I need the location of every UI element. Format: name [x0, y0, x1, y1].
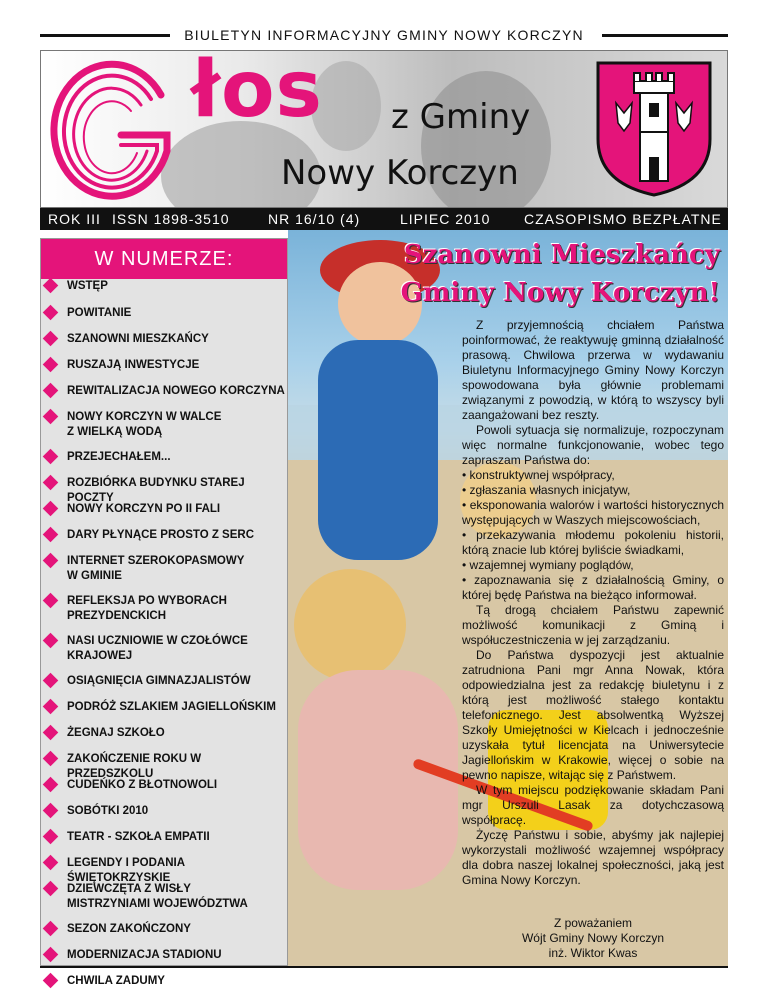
issue-date: LIPIEC 2010	[400, 211, 491, 227]
toc-item-label: TEATR - SZKOŁA EMPATII	[67, 831, 210, 843]
toc-item-label: RUSZAJĄ INWESTYCJE	[67, 359, 200, 371]
diamond-bullet-icon	[43, 593, 59, 609]
toc-item-label: ZAKOŃCZENIE ROKU W PRZEDSZKOLU	[67, 753, 202, 780]
article-bullet: • zgłaszania własnych inicjatyw,	[462, 483, 631, 497]
toc-item[interactable]	[41, 450, 287, 465]
article-bullet: • zapoznawania się z działalnością Gminy, o której będę Państwa na bieżąco informował.	[462, 573, 724, 602]
diamond-bullet-icon	[43, 278, 59, 294]
toc-item[interactable]	[41, 974, 287, 989]
table-of-contents	[40, 238, 288, 987]
coat-of-arms-icon	[594, 59, 714, 199]
signature	[462, 916, 724, 961]
toc-item-label: PODRÓŻ SZLAKIEM JAGIELLOŃSKIM	[67, 701, 276, 713]
toc-item[interactable]	[41, 279, 287, 294]
diamond-bullet-icon	[43, 751, 59, 767]
article-paragraph: Powoli sytuacja się normalizuje, rozpoczynam więc normalne funkcjonowanie, wobec tego zapraszam Państwa do:	[462, 423, 724, 467]
toc-item-label: DZIEWCZĘTA Z WISŁY MISTRZYNIAMI WOJEWÓDZTWA	[67, 883, 248, 910]
toc-item[interactable]	[41, 528, 287, 543]
diamond-bullet-icon	[43, 449, 59, 465]
issue-number: NR 16/10 (4)	[268, 211, 361, 227]
diamond-bullet-icon	[43, 527, 59, 543]
toc-item[interactable]	[41, 384, 287, 399]
diamond-bullet-icon	[43, 881, 59, 897]
toc-item-label: ROZBIÓRKA BUDYNKU STAREJ POCZTY	[67, 477, 245, 504]
toc-item-label: NASI UCZNIOWIE W CZOŁÓWCE KRAJOWEJ	[67, 635, 248, 662]
toc-item[interactable]	[41, 882, 287, 912]
toc-item-label: WSTĘP	[67, 280, 108, 292]
article-paragraph: Z przyjemnością chciałem Państwa poinformować, że reaktywuję gminną działalność prasową. Chwilowa przerwa w wydawaniu Biuletynu Informacyjnego Gminy Nowy Korczyn spowodowana była głównie problemami związanymi z powodzią, w którą to wszyscy byli zaangażowani bez reszty.	[462, 318, 724, 422]
toc-item[interactable]	[41, 726, 287, 741]
toc-item-label: LEGENDY I PODANIA ŚWIĘTOKRZYSKIE	[67, 857, 185, 884]
toc-item-label: SZANOWNI MIESZKAŃCY	[67, 333, 209, 345]
diamond-bullet-icon	[43, 699, 59, 715]
diamond-bullet-icon	[43, 725, 59, 741]
diamond-bullet-icon	[43, 777, 59, 793]
logo-z-gminy: z Gminy	[391, 97, 531, 137]
bulletin-top-line: BIULETYN INFORMACYJNY GMINY NOWY KORCZYN	[184, 27, 584, 43]
issue-info-bar	[40, 208, 728, 230]
bottom-rule	[40, 966, 728, 968]
issue-year: ROK III	[48, 211, 101, 227]
toc-item[interactable]	[41, 634, 287, 664]
toc-item[interactable]	[41, 804, 287, 819]
toc-item-label: REFLEKSJA PO WYBORACH PREZYDENCKICH	[67, 595, 227, 622]
article-bullet-list	[462, 468, 724, 603]
article-title: Szanowni Mieszkańcy Gminy Nowy Korczyn!	[400, 240, 720, 308]
diamond-bullet-icon	[43, 475, 59, 491]
signature-position: Wójt Gminy Nowy Korczyn	[521, 931, 665, 945]
toc-item[interactable]	[41, 554, 287, 584]
toc-item-label: PRZEJECHAŁEM...	[67, 451, 171, 463]
toc-heading: W NUMERZE:	[41, 239, 287, 279]
toc-item-label: OSIĄGNIĘCIA GIMNAZJALISTÓW	[67, 675, 251, 687]
toc-item-label: CHWILA ZADUMY	[67, 975, 165, 987]
toc-item-label: SOBÓTKI 2010	[67, 805, 149, 817]
diamond-bullet-icon	[43, 553, 59, 569]
diamond-bullet-icon	[43, 947, 59, 963]
diamond-bullet-icon	[43, 331, 59, 347]
article-paragraph: Tą drogą chciałem Państwu zapewnić możliwość komunikacji z Gminą i współuczestniczenia w jej zarządzaniu.	[462, 603, 724, 647]
diamond-bullet-icon	[43, 409, 59, 425]
diamond-bullet-icon	[43, 673, 59, 689]
toc-item[interactable]	[41, 332, 287, 347]
toc-item[interactable]	[41, 358, 287, 373]
toc-item-label: NOWY KORCZYN PO II FALI	[67, 503, 221, 515]
toc-item[interactable]	[41, 594, 287, 624]
toc-item-label: REWITALIZACJA NOWEGO KORCZYNA	[67, 385, 285, 397]
diamond-bullet-icon	[43, 501, 59, 517]
issue-price-note: CZASOPISMO BEZPŁATNE	[524, 211, 722, 227]
article-bullet: • konstruktywnej współpracy,	[462, 468, 615, 482]
article-body	[462, 318, 724, 888]
signature-greeting: Z poważaniem	[553, 916, 633, 930]
toc-item-label: DARY PŁYNĄCE PROSTO Z SERC	[67, 529, 255, 541]
article-bullet: • przekazywania młodemu pokoleniu historii, którą znacie lub której byliście świadkami,	[462, 528, 724, 557]
diamond-bullet-icon	[43, 803, 59, 819]
logo-los: łos	[191, 50, 323, 135]
diamond-bullet-icon	[43, 383, 59, 399]
logo-nowy-korczyn: Nowy Korczyn	[281, 153, 519, 193]
diamond-bullet-icon	[43, 855, 59, 871]
toc-item-label: MODERNIZACJA STADIONU	[67, 949, 222, 961]
toc-item-label: SEZON ZAKOŃCZONY	[67, 923, 191, 935]
toc-item[interactable]	[41, 674, 287, 689]
toc-item[interactable]	[41, 830, 287, 845]
toc-item-label: INTERNET SZEROKOPASMOWY W GMINIE	[67, 555, 245, 582]
toc-item[interactable]	[41, 778, 287, 793]
toc-item[interactable]	[41, 410, 287, 440]
diamond-bullet-icon	[43, 305, 59, 321]
article-paragraph: Do Państwa dyspozycji jest aktualnie zatrudniona Pani mgr Anna Nowak, która odpowiedzialna jest za redakcję biuletynu i z którą jest możliwość stałego kontaktu telefonicznego. Jest absolwentką Wyższej Szkoły Umiejętności w Kielcach i jednocześnie uzyskała tytuł licencjata na Uniwersytecie Jagiellońskim w Krakowie, więcej o sobie na pewno napisze, witając się z Państwem.	[462, 648, 724, 782]
logo-g-letter	[49, 55, 179, 205]
article-bullet: • eksponowania walorów i wartości historycznych występujących w Waszych miejscowościach,	[462, 498, 724, 527]
toc-item[interactable]	[41, 948, 287, 963]
diamond-bullet-icon	[43, 829, 59, 845]
toc-item-label: CUDEŃKO Z BŁOTNOWOLI	[67, 779, 218, 791]
issue-issn: ISSN 1898-3510	[112, 211, 230, 227]
article-bullet: • wzajemnej wymiany poglądów,	[462, 558, 634, 572]
toc-item[interactable]	[41, 700, 287, 715]
diamond-bullet-icon	[43, 633, 59, 649]
masthead	[40, 50, 728, 208]
diamond-bullet-icon	[43, 357, 59, 373]
article-paragraph: Życzę Państwu i sobie, abyśmy jak najlepiej wykorzystali możliwość wzajemnej współpracy dla dobra naszej lokalnej społeczności, jaką jest Gmina Nowy Korczyn.	[462, 828, 724, 887]
toc-item[interactable]	[41, 922, 287, 937]
diamond-bullet-icon	[43, 973, 59, 989]
toc-item-label: ŻEGNAJ SZKOŁO	[67, 727, 165, 739]
signature-name: inż. Wiktor Kwas	[548, 946, 638, 960]
toc-item[interactable]	[41, 502, 287, 517]
article-paragraph: W tym miejscu podziękowanie składam Pani mgr Urszuli Lasak za dotychczasową współpracę.	[462, 783, 724, 827]
toc-item-label: POWITANIE	[67, 307, 132, 319]
diamond-bullet-icon	[43, 921, 59, 937]
toc-item-label: NOWY KORCZYN W WALCE Z WIELKĄ WODĄ	[67, 411, 222, 438]
toc-item[interactable]	[41, 306, 287, 321]
